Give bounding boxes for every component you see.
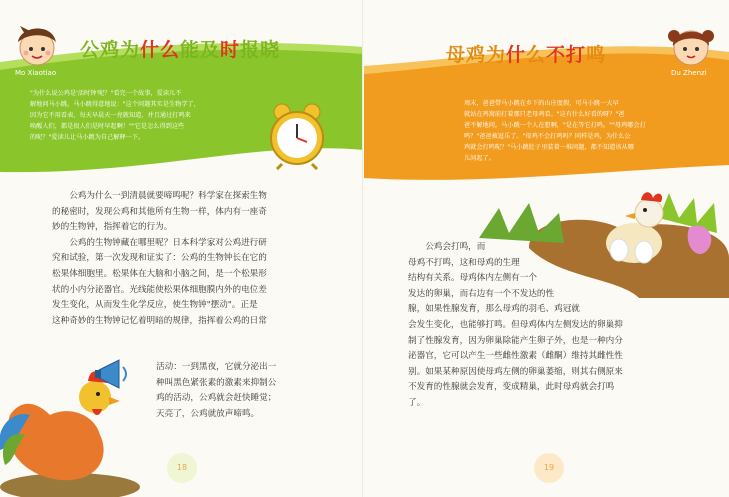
title-segment: 鸣: [586, 44, 607, 66]
main-article: [408, 318, 686, 412]
avatar-name-label: Du Zhenzi: [666, 68, 712, 78]
page-title: [80, 35, 280, 62]
intro-line: 爸不解地问。马小跳一个人在想啊，"是在等它打鸣。""母鸡哪会打: [464, 122, 646, 129]
title-highlight: 时: [220, 39, 241, 61]
intro-line: 解地问马小跳。马小跳得意地说："这个问题其实是生物学了，: [30, 101, 200, 108]
paragraph-line: 公鸡的生物钟藏在哪里呢？日本科学家对公鸡进行研: [52, 237, 267, 248]
intro-story: [30, 88, 280, 143]
intro-line: 的呢？"爱读儿让马小跳为自己解释一下。: [30, 134, 145, 141]
paragraph-line: 活动：一到黑夜，它就分泌出一: [156, 362, 277, 372]
main-article: [52, 189, 314, 329]
main-article-intro: [408, 240, 618, 318]
intro-line: 鸣？"爸爸被逗乐了。"母鸡不会打鸣吗？同样是鸡，为什么公: [464, 133, 631, 140]
title-segment: 报晓: [240, 39, 281, 61]
intro-line: 儿问起了。: [464, 155, 495, 162]
alarm-clock-illustration: [262, 100, 332, 170]
rooster-illustration: [0, 355, 160, 497]
paragraph-line: 会发生变化，也能够打鸣。但母鸡体内左侧发达的卵巢抑: [408, 320, 623, 330]
intro-story: [464, 98, 704, 164]
title-segment: 么: [526, 44, 547, 66]
avatar-boy: [12, 22, 62, 68]
page-number: 19: [534, 453, 564, 483]
title-segment: 公鸡为: [80, 39, 141, 61]
paragraph-line: 天亮了，公鸡就放声啼鸣。: [156, 408, 260, 419]
avatar-girl: [666, 22, 716, 68]
paragraph-line: 别。如果某种原因使母鸡左侧的卵巢萎缩，则其右侧原来: [408, 366, 623, 377]
intro-line: 就站在鸡窝前打着那只老母鸡看。"这有什么好看的呀？"爸: [464, 111, 625, 118]
paragraph-line: 不发育的性腺就会发育，变成精巢，此时母鸡就会打鸣: [408, 382, 615, 393]
paragraph-line: 的秘密时，发现公鸡和其他所有生物一样，体内有一座奇: [52, 206, 267, 217]
paragraph-line: 公鸡为什么一到清晨就要啼鸣呢？科学家在探索生物: [52, 191, 267, 201]
title-highlight: 什么: [140, 39, 181, 61]
intro-line: 周末，爸爸带马小跳在乡下的山庄度假，可马小跳一大早: [464, 100, 619, 107]
avatar-name-label: Mo Xiaotiao: [10, 68, 61, 78]
paragraph-line: 了。: [408, 397, 426, 408]
intro-line: 唤醒人们，都是很人们是时早起啊！""它是怎么得到这些: [30, 123, 185, 130]
paragraph-line: 结构有关系。母鸡体内左侧有一个: [408, 273, 537, 284]
page-number: 18: [167, 453, 197, 483]
paragraph-line: 公鸡会打鸣，而: [408, 242, 486, 252]
right-page: [364, 0, 729, 497]
title-segment: 母鸡为: [446, 44, 507, 66]
title-highlight: 什: [506, 44, 527, 66]
paragraph-line: 种叫黑色紧张素的激素来抑制公: [156, 377, 277, 388]
intro-line: "为什么说公鸡是'活时钟'呢？"看完一个故事，爱读儿不: [30, 90, 182, 97]
title-segment: 能及: [180, 39, 221, 61]
title-highlight: 不打: [546, 44, 587, 66]
paragraph-line: 状的小内分泌器官。光线能使松果体细胞膜内外的电位差: [52, 284, 267, 295]
article-tail: [156, 360, 306, 422]
paragraph-line: 腺，如果性腺发育，那么母鸡的羽毛、鸡冠就: [408, 304, 580, 315]
paragraph-line: 妙的生物钟，指挥着它的行为。: [52, 222, 173, 233]
paragraph-line: 发生变化，从而发生化学反应，使生物钟"摆动"。正是: [52, 300, 258, 311]
paragraph-line: 母鸡不打鸣，这和母鸡的生理: [408, 257, 520, 268]
paragraph-line: 泌器官，它可以产生一些雌性激素（雌酮）维持其雌性性: [408, 351, 623, 362]
paragraph-line: 发达的卵巢，而右边有一个不发达的性: [408, 288, 555, 299]
megaphone-icon: [95, 357, 135, 391]
intro-line: 鸡就会打鸣呢？"马小跳肚子里装着一堆问题，都不知道该从哪: [464, 144, 634, 151]
boy-face-icon: [12, 22, 62, 68]
page-title: [446, 40, 606, 67]
girl-face-icon: [666, 22, 716, 68]
intro-line: 因为它不用看表，每天早晨天一亮就知道，并且通过打鸣来: [30, 112, 191, 119]
paragraph-line: 究和试验，第一次发现和证实了：公鸡的生物钟长在它的: [52, 253, 267, 264]
left-page: [0, 0, 364, 497]
paragraph-line: 松果体细胞里。松果体在大脑和小脑之间，是一个松果形: [52, 268, 267, 279]
paragraph-line: 鸡的活动，公鸡就会赶快睡觉；: [156, 393, 277, 404]
paragraph-line: 制了性腺发育，因为卵巢除能产生卵子外，也是一种内分: [408, 335, 623, 346]
paragraph-line: 这种奇妙的生物钟记忆着明暗的规律，指挥着公鸡的日常: [52, 315, 267, 326]
